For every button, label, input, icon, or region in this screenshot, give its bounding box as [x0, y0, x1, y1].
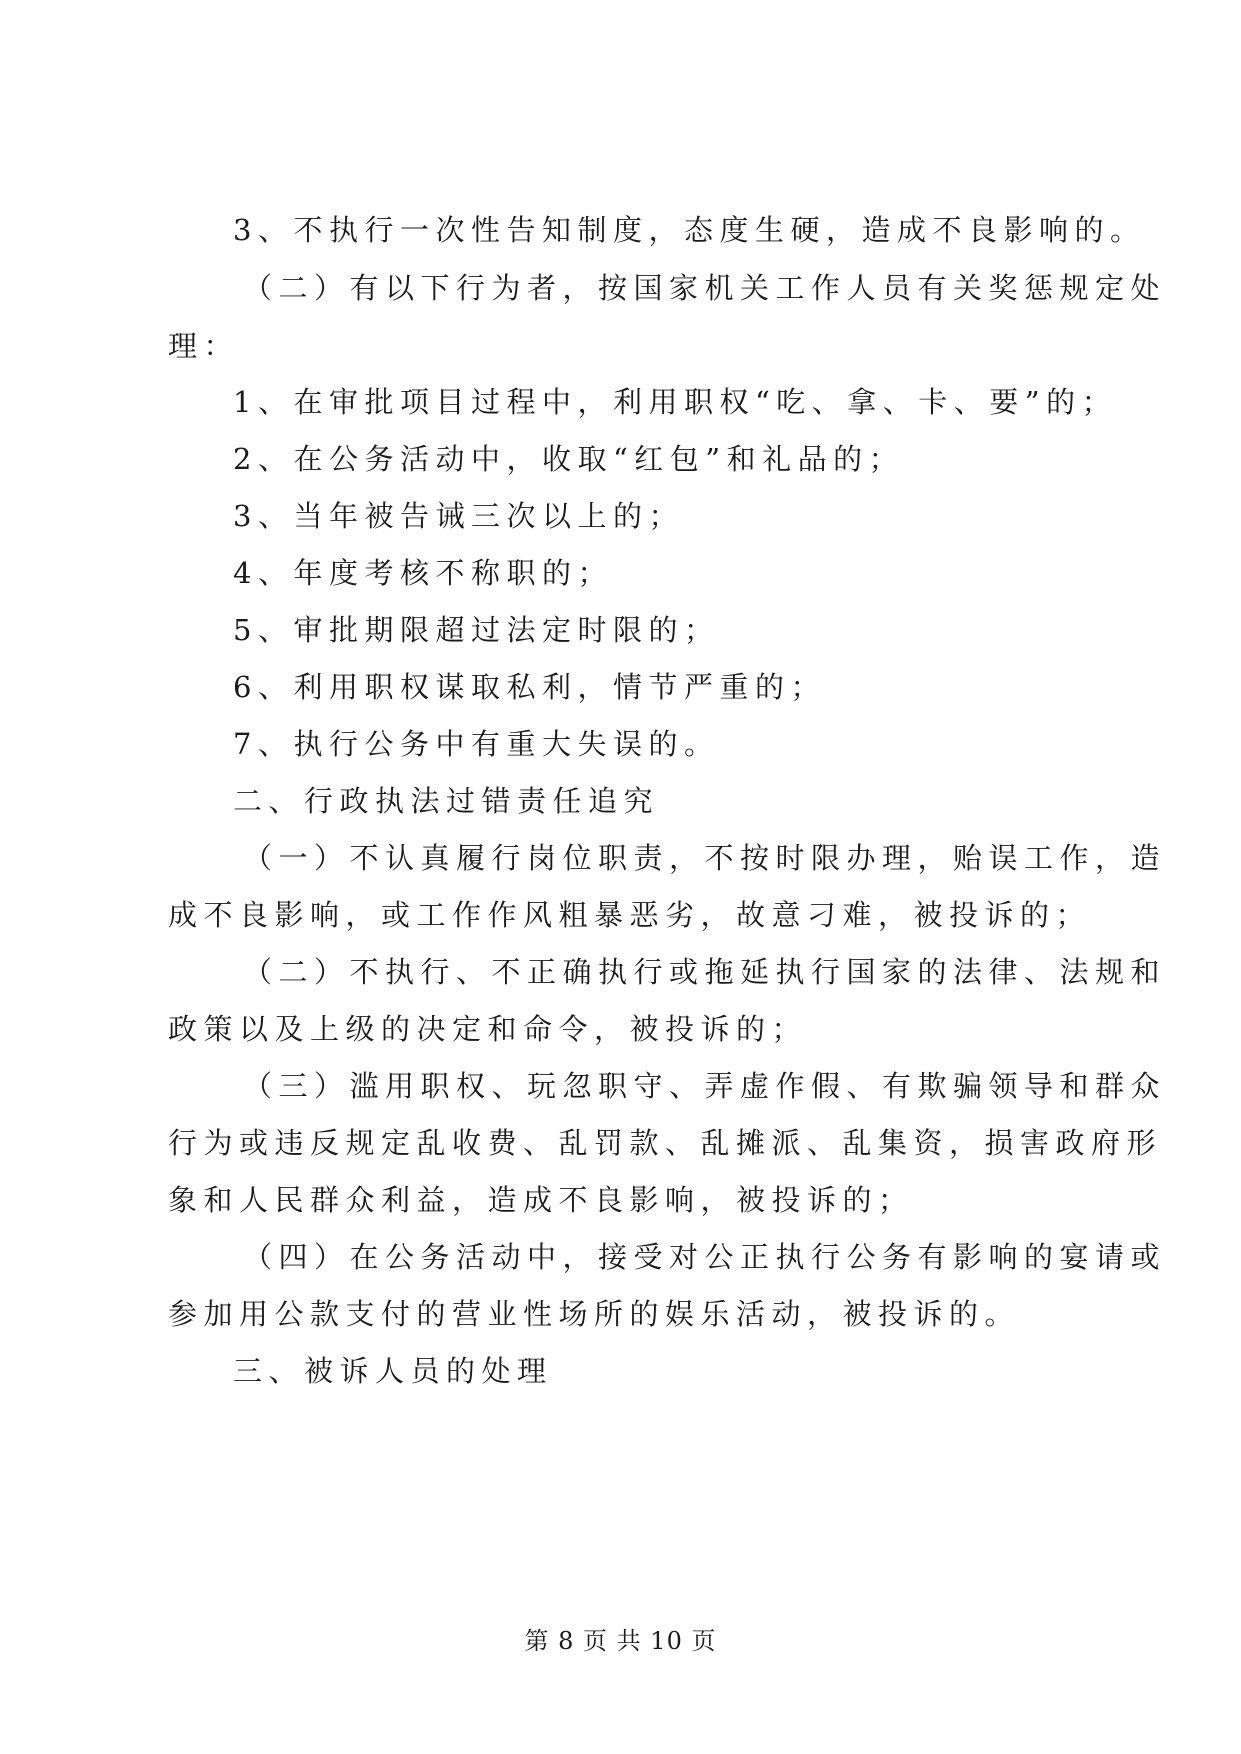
- paragraph-line: 1、在审批项目过程中，利用职权“吃、拿、卡、要”的；: [233, 385, 1118, 419]
- paragraph-line: 4、年度考核不称职的；: [233, 556, 613, 590]
- paragraph-line: 3、当年被告诫三次以上的；: [233, 499, 684, 533]
- paragraph-line: （四）在公务活动中，接受对公正执行公务有影响的宴请或: [243, 1240, 1167, 1274]
- paragraph-line: 7、执行公务中有重大失误的。: [233, 727, 720, 761]
- paragraph-line: （一）不认真履行岗位职责，不按时限办理，贻误工作，造: [243, 841, 1167, 875]
- section-heading: 二、行政执法过错责任追究: [233, 784, 660, 818]
- paragraph-line: （二）有以下行为者，按国家机关工作人员有关奖惩规定处: [243, 271, 1167, 305]
- paragraph-line: 成不良影响，或工作作风粗暴恶劣，故意刁难，被投诉的；: [168, 898, 1092, 932]
- paragraph-line: 政策以及上级的决定和命令，被投诉的；: [168, 1012, 808, 1046]
- paragraph-line: 5、审批期限超过法定时限的；: [233, 613, 720, 647]
- paragraph-line: 行为或违反规定乱收费、乱罚款、乱摊派、乱集资，损害政府形: [168, 1126, 1163, 1160]
- paragraph-line: 3、不执行一次性告知制度，态度生硬，造成不良影响的。: [233, 213, 1146, 247]
- paragraph-line: 2、在公务活动中，收取“红包”和礼品的；: [233, 442, 905, 476]
- paragraph-line: （三）滥用职权、玩忽职守、弄虚作假、有欺骗领导和群众: [243, 1069, 1167, 1103]
- section-heading: 三、被诉人员的处理: [233, 1354, 553, 1388]
- page-number-footer: 第 8 页 共 10 页: [524, 1627, 717, 1655]
- paragraph-line: 参加用公款支付的营业性场所的娱乐活动，被投诉的。: [168, 1297, 1021, 1331]
- paragraph-line: 象和人民群众利益，造成不良影响，被投诉的；: [168, 1183, 914, 1217]
- paragraph-line: （二）不执行、不正确执行或拖延执行国家的法律、法规和: [243, 955, 1167, 989]
- paragraph-line: 6、利用职权谋取私利，情节严重的；: [233, 670, 826, 704]
- paragraph-line: 理：: [168, 329, 240, 363]
